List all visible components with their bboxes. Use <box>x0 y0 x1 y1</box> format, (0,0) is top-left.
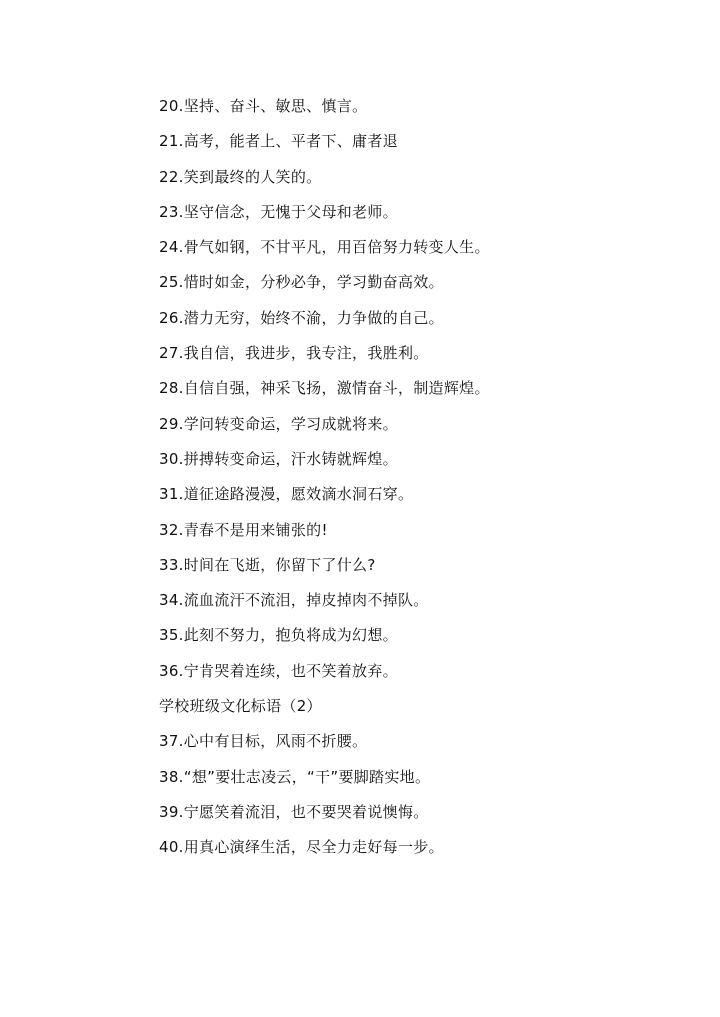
slogan-line: 32.青春不是用来铺张的! <box>159 520 328 539</box>
slogan-line: 40.用真心演绎生活，尽全力走好每一步。 <box>159 838 444 857</box>
slogan-line: 21.高考，能者上、平者下、庸者退 <box>159 132 398 151</box>
slogan-list <box>159 92 679 869</box>
slogan-line: 39.宁愿笑着流泪，也不要哭着说懊悔。 <box>159 802 429 821</box>
slogan-line: 38.“想”要壮志凌云，“干”要脚踏实地。 <box>159 767 431 786</box>
slogan-line: 23.坚守信念，无愧于父母和老师。 <box>159 202 398 221</box>
slogan-line: 26.潜力无穷，始终不渝，力争做的自己。 <box>159 308 444 327</box>
slogan-line: 29.学问转变命运，学习成就将来。 <box>159 414 398 433</box>
slogan-line: 34.流血流汗不流泪，掉皮掉肉不掉队。 <box>159 591 429 610</box>
slogan-line: 35.此刻不努力，抱负将成为幻想。 <box>159 626 398 645</box>
slogan-line: 31.道征途路漫漫，愿效滴水洞石穿。 <box>159 485 414 504</box>
slogan-line: 22.笑到最终的人笑的。 <box>159 167 322 186</box>
slogan-line: 24.骨气如钢，不甘平凡，用百倍努力转变人生。 <box>159 238 490 257</box>
section-heading: 学校班级文化标语（2） <box>159 697 322 716</box>
slogan-line: 36.宁肯哭着连续，也不笑着放弃。 <box>159 661 398 680</box>
slogan-line: 33.时间在飞逝，你留下了什么? <box>159 555 376 574</box>
slogan-line: 25.惜时如金，分秒必争，学习勤奋高效。 <box>159 273 444 292</box>
slogan-line: 30.拼搏转变命运，汗水铸就辉煌。 <box>159 449 398 468</box>
slogan-line: 37.心中有目标，风雨不折腰。 <box>159 732 368 751</box>
slogan-line: 20.坚持、奋斗、敏思、慎言。 <box>159 97 368 115</box>
slogan-line: 28.自信自强，神采飞扬，激情奋斗，制造辉煌。 <box>159 379 490 398</box>
slogan-line: 27.我自信，我进步，我专注，我胜利。 <box>159 344 429 363</box>
